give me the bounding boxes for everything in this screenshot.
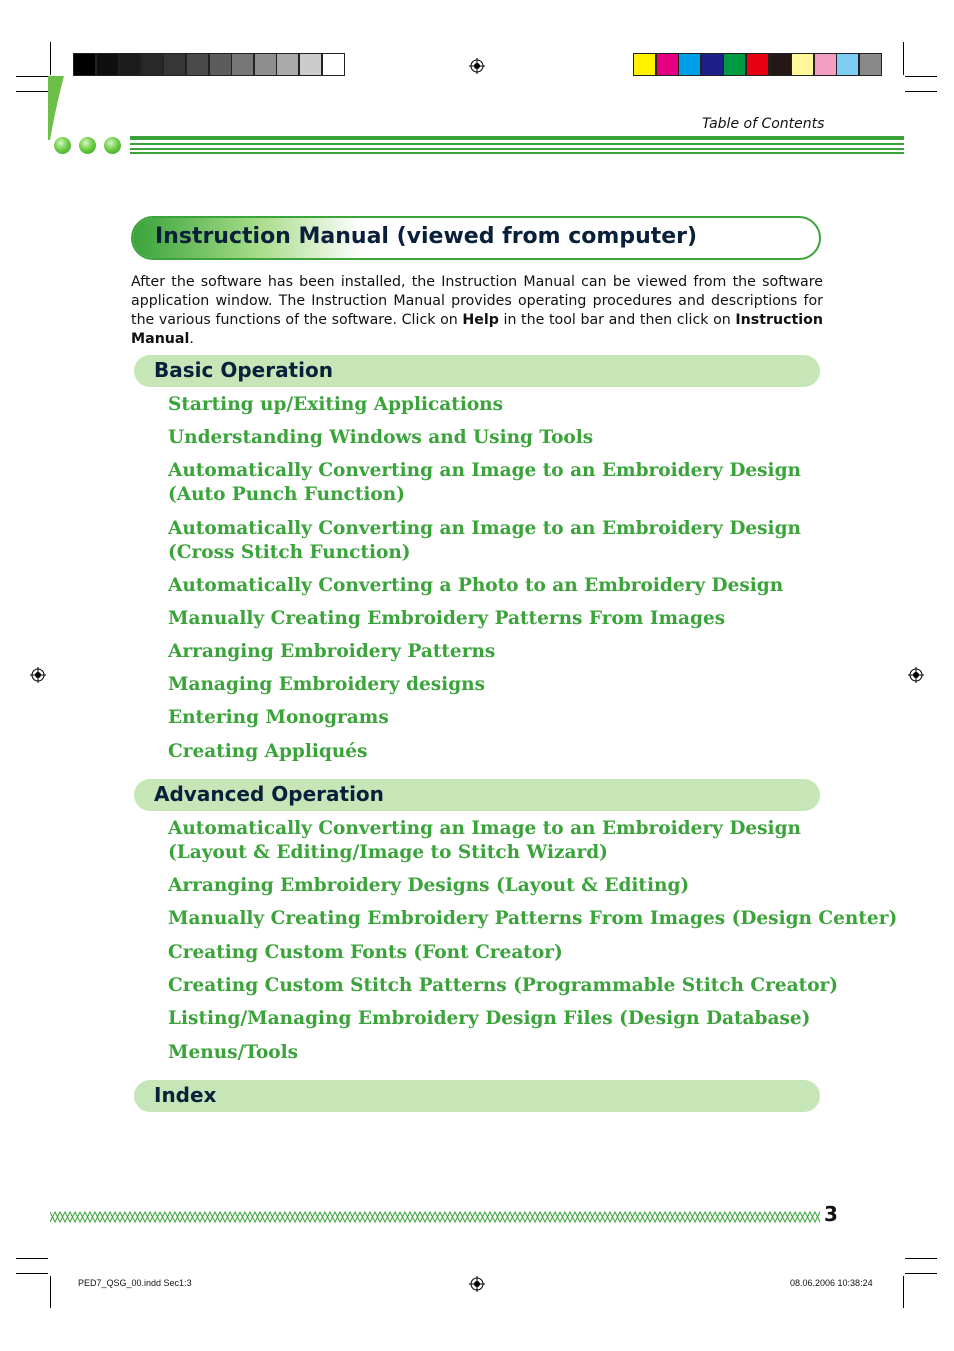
header-rule	[130, 136, 904, 140]
color-swatch	[656, 53, 679, 76]
gray-swatch	[163, 53, 186, 76]
intro-text: in the tool bar and then click on	[498, 312, 736, 328]
page-title-banner	[131, 216, 821, 260]
toc-link-continuation[interactable]: (Cross Stitch Function)	[168, 542, 411, 563]
section-label: Basic Operation	[154, 358, 333, 382]
toc-link[interactable]: Arranging Embroidery Patterns	[168, 641, 496, 662]
gray-swatch	[322, 53, 345, 76]
gray-swatch	[254, 53, 277, 76]
toc-link[interactable]: Manually Creating Embroidery Patterns From Images	[168, 608, 726, 629]
crop-mark	[905, 76, 937, 77]
gray-swatch	[73, 53, 96, 76]
toc-link[interactable]: Entering Monograms	[168, 707, 389, 728]
registration-mark-icon	[30, 667, 46, 683]
toc-link-continuation[interactable]: (Layout & Editing/Image to Stitch Wizard)	[168, 842, 608, 863]
crop-mark	[16, 76, 48, 77]
header-rule	[130, 148, 904, 150]
color-swatch	[814, 53, 837, 76]
intro-text: .	[189, 331, 194, 347]
gray-swatch	[186, 53, 209, 76]
page-title: Instruction Manual (viewed from computer)	[155, 224, 698, 249]
footer-zigzag-rule	[50, 1210, 820, 1224]
section-advanced-operation[interactable]	[134, 779, 820, 811]
gray-swatch	[299, 53, 322, 76]
crop-mark	[50, 1276, 51, 1308]
header-dot-icon	[104, 137, 121, 154]
crop-mark	[50, 42, 51, 75]
toc-link[interactable]: Automatically Converting a Photo to an Embroidery Design	[168, 575, 784, 596]
crop-mark	[905, 1258, 937, 1259]
color-swatch	[791, 53, 814, 76]
toc-link[interactable]: Listing/Managing Embroidery Design Files (Design Database)	[168, 1008, 811, 1029]
intro-bold-manual: Instruction Manual	[131, 312, 824, 347]
toc-link[interactable]: Creating Appliqués	[168, 741, 368, 762]
color-swatch	[746, 53, 769, 76]
color-swatch	[701, 53, 724, 76]
toc-link[interactable]: Automatically Converting an Image to an Embroidery Design	[168, 818, 801, 839]
section-basic-operation[interactable]	[134, 355, 820, 387]
gray-swatch	[141, 53, 164, 76]
intro-text: After the software has been installed, the Instruction Manual can be viewed from the software application window. The Instruction Manual provides operating procedures and descriptions for the various functions of the software. Click on	[131, 274, 823, 328]
toc-link[interactable]: Manually Creating Embroidery Patterns From Images (Design Center)	[168, 908, 898, 929]
toc-link[interactable]: Automatically Converting an Image to an Embroidery Design	[168, 460, 801, 481]
toc-link[interactable]: Arranging Embroidery Designs (Layout & Editing)	[168, 875, 690, 896]
color-swatch	[678, 53, 701, 76]
running-header: Table of Contents	[702, 116, 825, 132]
toc-link[interactable]: Menus/Tools	[168, 1042, 299, 1063]
gray-swatch	[231, 53, 254, 76]
section-label: Advanced Operation	[154, 782, 384, 806]
slug-file: PED7_QSG_00.indd Sec1:3	[78, 1278, 192, 1288]
color-swatch	[633, 53, 656, 76]
header-rule	[130, 143, 904, 145]
header-rule	[130, 152, 904, 154]
gray-swatch	[209, 53, 232, 76]
crop-mark	[905, 91, 937, 92]
green-page-tab	[48, 76, 66, 140]
toc-link[interactable]: Starting up/Exiting Applications	[168, 394, 504, 415]
page-number: 3	[824, 1202, 838, 1226]
crop-mark	[905, 1273, 937, 1274]
header-dot-icon	[79, 137, 96, 154]
crop-mark	[16, 91, 48, 92]
slug-date: 08.06.2006 10:38:24	[790, 1278, 873, 1288]
crop-mark	[903, 1276, 904, 1308]
color-swatch	[859, 53, 882, 76]
crop-mark	[903, 42, 904, 75]
toc-link[interactable]: Creating Custom Stitch Patterns (Programmable Stitch Creator)	[168, 975, 839, 996]
color-swatch	[769, 53, 792, 76]
crop-mark	[16, 1273, 48, 1274]
registration-mark-icon	[908, 667, 924, 683]
crop-mark	[16, 1258, 48, 1259]
registration-mark-icon	[469, 58, 485, 74]
section-index[interactable]	[134, 1080, 820, 1112]
toc-link[interactable]: Managing Embroidery designs	[168, 674, 486, 695]
intro-paragraph	[131, 273, 823, 349]
registration-mark-icon	[469, 1276, 485, 1292]
intro-bold-help: Help	[462, 312, 499, 328]
color-swatch	[723, 53, 746, 76]
header-dot-icon	[54, 137, 71, 154]
gray-swatch	[96, 53, 119, 76]
toc-link[interactable]: Automatically Converting an Image to an Embroidery Design	[168, 518, 801, 539]
toc-link-continuation[interactable]: (Auto Punch Function)	[168, 484, 405, 505]
toc-link[interactable]: Creating Custom Fonts (Font Creator)	[168, 942, 563, 963]
toc-link[interactable]: Understanding Windows and Using Tools	[168, 427, 594, 448]
gray-swatch	[118, 53, 141, 76]
section-label: Index	[154, 1083, 217, 1107]
color-swatch	[836, 53, 859, 76]
gray-swatch	[276, 53, 299, 76]
